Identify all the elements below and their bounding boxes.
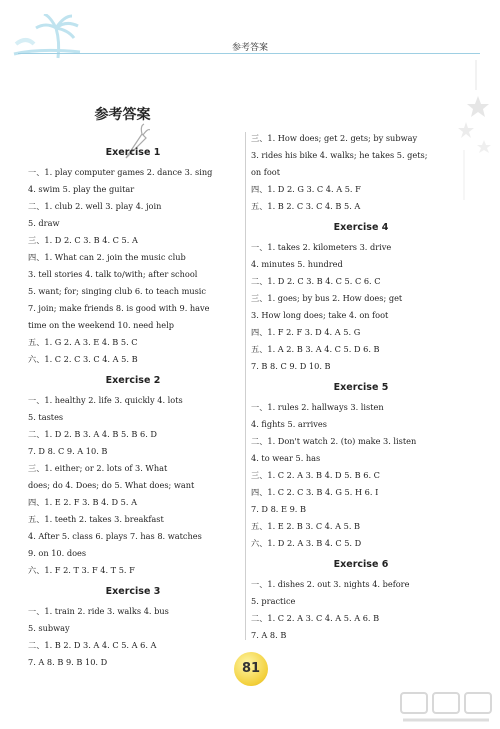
answer-line: 5. practice [251,596,296,606]
answer-line: 四、1. What can 2. join the music club [28,252,186,262]
answer-line: 五、1. A 2. B 3. A 4. C 5. D 6. B [251,344,380,354]
answer-line: 4. minutes 5. hundred [251,259,343,269]
right-answer-column [251,130,471,644]
answer-line: 六、1. C 2. C 3. C 4. A 5. B [28,354,138,364]
exercise-title: Exercise 6 [333,559,389,570]
answer-line: does; do 4. Does; do 5. What does; want [28,480,195,490]
answer-line: 四、1. D 2. G 3. C 4. A 5. F [251,184,361,194]
answer-line: 二、1. club 2. well 3. play 4. join [28,201,162,211]
answer-line: 二、1. D 2. C 3. B 4. C 5. C 6. C [251,276,381,286]
exercise-3-continued-section [251,130,471,215]
answer-line: 4. swim 5. play the guitar [28,184,135,194]
answer-line: 7. join; make friends 8. is good with 9. have [28,303,210,313]
answer-line: 4. After 5. class 6. plays 7. has 8. watches [28,531,202,541]
answer-line: 5. draw [28,218,60,228]
answer-line: 4. fights 5. arrives [251,419,327,429]
answer-line: 四、1. F 2. F 3. D 4. A 5. G [251,327,361,337]
answer-line: 五、1. B 2. C 3. C 4. B 5. A [251,201,361,211]
answer-line: 一、1. takes 2. kilometers 3. drive [251,242,392,252]
answer-line: 五、1. teeth 2. takes 3. breakfast [28,514,164,524]
page-header [0,0,500,75]
column-divider [245,132,246,640]
answer-line: 四、1. C 2. C 3. B 4. G 5. H 6. I [251,487,379,497]
exercise-title: Exercise 3 [105,586,161,597]
answer-line: 一、1. play computer games 2. dance 3. sing [28,167,213,177]
answer-line: 六、1. F 2. T 3. F 4. T 5. F [28,565,135,575]
answer-line: 3. tell stories 4. talk to/with; after school [28,269,198,279]
answer-line: 一、1. rules 2. hallways 3. listen [251,402,384,412]
answer-line: time on the weekend 10. need help [28,320,174,330]
exercise-1-section [28,144,238,368]
answer-line: 三、1. goes; by bus 2. How does; get [251,293,403,303]
running-header-title: 参考答案 [231,43,268,53]
answer-line: 三、1. How does; get 2. gets; by subway [251,133,418,143]
exercise-title: Exercise 2 [105,375,161,386]
answer-line: 7. A 8. B 9. B 10. D [28,657,108,667]
exercise-title: Exercise 1 [105,147,161,158]
answer-line: 3. How long does; take 4. on foot [251,310,389,320]
answer-line: 5. want; for; singing club 6. to teach music [28,286,207,296]
answer-line: 一、1. dishes 2. out 3. nights 4. before [251,579,410,589]
answer-line: on foot [251,167,280,177]
answer-line: 三、1. D 2. C 3. B 4. C 5. A [28,235,138,245]
answer-line: 六、1. D 2. A 3. B 4. C 5. D [251,538,362,548]
answer-line: 五、1. E 2. B 3. C 4. A 5. B [251,521,361,531]
exercise-title: Exercise 4 [333,222,389,233]
answer-line: 7. B 8. C 9. D 10. B [251,361,331,371]
answer-line: 3. rides his bike 4. walks; he takes 5. gets; [251,150,428,160]
answer-line: 一、1. healthy 2. life 3. quickly 4. lots [28,395,183,405]
answer-line: 一、1. train 2. ride 3. walks 4. bus [28,606,169,616]
answer-line: 二、1. B 2. D 3. A 4. C 5. A 6. A [28,640,157,650]
palm-tree-logo-icon [10,14,90,62]
answer-line: 4. to wear 5. has [251,453,321,463]
answer-line: 三、1. either; or 2. lots of 3. What [28,463,168,473]
answer-line: 7. A 8. B [251,630,287,640]
answer-line: 9. on 10. does [28,548,87,558]
answer-line: 7. D 8. C 9. A 10. B [28,446,108,456]
answer-line: 四、1. E 2. F 3. B 4. D 5. A [28,497,138,507]
exercise-6-section [251,556,471,644]
answer-line: 5. subway [28,623,70,633]
answer-line: 五、1. G 2. A 3. E 4. B 5. C [28,337,138,347]
watermark-logo-icon [399,691,494,725]
left-answer-column [28,140,238,671]
answer-line: 5. tastes [28,412,64,422]
answer-line: 三、1. C 2. A 3. B 4. D 5. B 6. C [251,470,380,480]
page-number-badge: 81 [234,652,268,686]
exercise-title: Exercise 5 [333,382,389,393]
exercise-3-section [28,583,238,671]
answer-line: 二、1. D 2. B 3. A 4. B 5. B 6. D [28,429,157,439]
answer-line: 7. D 8. E 9. B [251,504,307,514]
header-divider [18,53,480,54]
answer-line: 二、1. Don't watch 2. (to) make 3. listen [251,436,417,446]
answer-line: 二、1. C 2. A 3. C 4. A 5. A 6. B [251,613,380,623]
exercise-4-section [251,219,471,375]
exercise-5-section [251,379,471,552]
exercise-2-section [28,372,238,579]
page-title: 参考答案 [94,107,151,123]
